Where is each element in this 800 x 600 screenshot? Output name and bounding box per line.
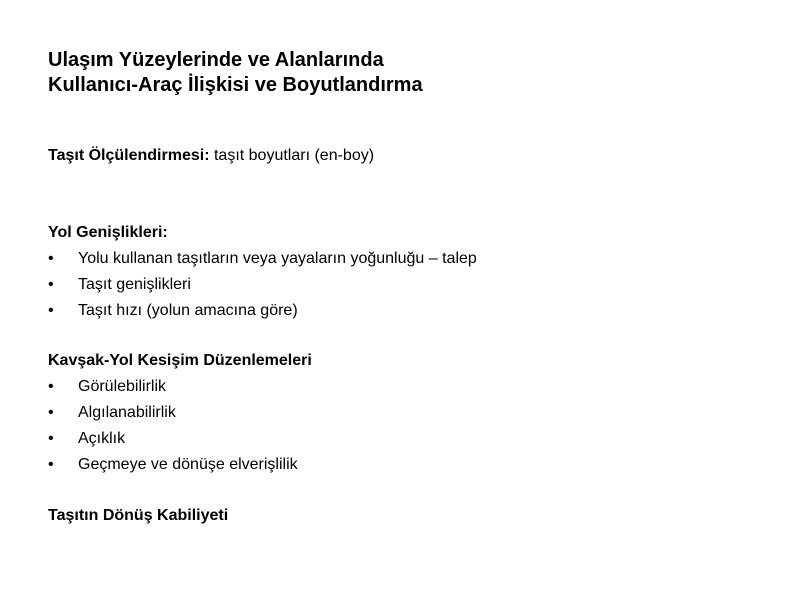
bullet-icon: • [48,456,54,473]
vehicle-sizing-heading: Taşıt Ölçülendirmesi: [48,147,210,164]
bullet-icon: • [48,302,54,319]
road-widths-list [48,246,768,324]
bullet-icon: • [48,404,54,421]
list-item [48,272,768,298]
intersections-heading: Kavşak-Yol Kesişim Düzenlemeleri [48,352,312,369]
bullet-icon: • [48,250,54,267]
road-widths-section [48,220,768,324]
list-item-text: Görülebilirlik [78,378,167,395]
intersections-section [48,348,768,478]
turning-heading: Taşıtın Dönüş Kabiliyeti [48,507,229,524]
list-item-text: Taşıt hızı (yolun amacına göre) [78,302,298,319]
list-item-text: Algılanabilirlik [78,404,176,421]
slide-title-line-2: Kullanıcı-Araç İlişkisi ve Boyutlandırma [48,74,423,96]
list-item-text: Geçmeye ve dönüşe elverişlilik [78,456,298,473]
turning-section [48,503,768,529]
list-item [48,426,768,452]
bullet-icon: • [48,378,54,395]
list-item [48,298,768,324]
bullet-icon: • [48,276,54,293]
list-item-text: Açıklık [78,430,126,447]
list-item-text: Taşıt genişlikleri [78,276,191,293]
vehicle-sizing-section [48,143,768,169]
list-item-text: Yolu kullanan taşıtların veya yayaların yoğunluğu – talep [78,250,477,267]
slide-title-line-1: Ulaşım Yüzeylerinde ve Alanlarında [48,49,384,71]
list-item [48,246,768,272]
list-item [48,400,768,426]
slide-title [48,48,748,98]
bullet-icon: • [48,430,54,447]
list-item [48,374,768,400]
vehicle-sizing-text: taşıt boyutları (en-boy) [209,147,375,164]
intersections-list [48,374,768,478]
list-item [48,452,768,478]
road-widths-heading: Yol Genişlikleri: [48,224,168,241]
